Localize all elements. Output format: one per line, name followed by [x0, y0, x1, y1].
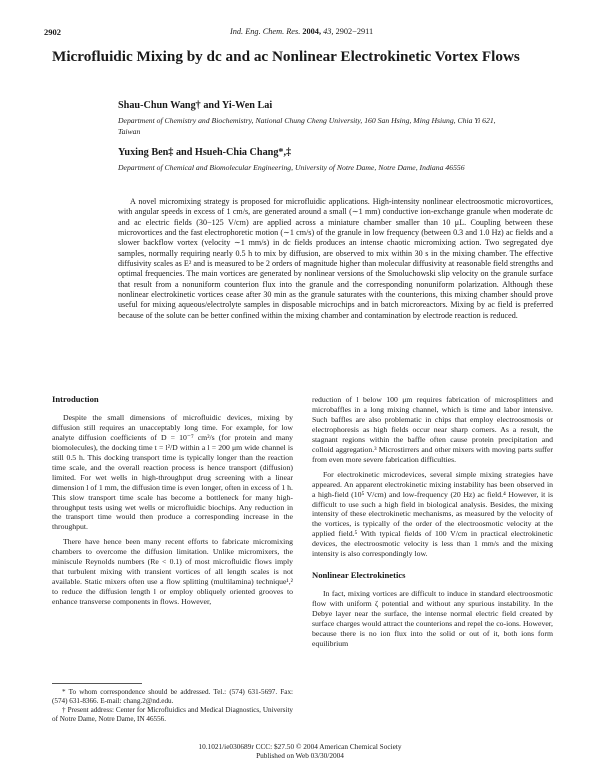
footnotes [52, 688, 293, 724]
section-heading-introduction: Introduction [52, 394, 99, 404]
intro-paragraph-3: reduction of l below 100 μm requires fabrication of microsplitters and microbaffles in a long mixing channel, which is time and labor intensive. Such baffles are also problematic in chips that employ electroosmosis or electrophoresis as high fields occur near sharp corners. As a result, the stagnant regions within the baffle often cause protein precipitation and colloid aggregation.³ Microstirrers and other mixers with moving parts suffer from even more severe fabrication difficulties. [312, 395, 553, 464]
authors-group-2: Yuxing Ben‡ and Hsueh-Chia Chang*,‡ [118, 147, 292, 158]
affiliation-1: Department of Chemistry and Biochemistry, National Chung Cheng University, 160 San Hsing, Ming Hsiung, Chia Yi 621, Taiwan [118, 116, 496, 136]
authors-group-1: Shau-Chun Wang† and Yi-Wen Lai [118, 100, 273, 111]
published-date-line: Published on Web 03/30/2004 [256, 751, 344, 760]
running-head [230, 27, 373, 36]
page-number: 2902 [44, 27, 61, 37]
intro-paragraph-2: There have hence been many recent efforts to fabricate micromixing chambers to overcome the diffusion limitation. Unlike micromixers, the miniscule Reynolds numbers (Re < 0.1) of most microfluidic flows imply that turbulent mixing with transient vortices of all length scales is not available. Static mixers often use a flow splitting (multilamina) technique¹,² to reduce the diffusion length l or employ obliquely oriented grooves to enhance transverse components in flows. However, [52, 537, 293, 607]
journal-volume: 43, [323, 27, 334, 36]
journal-pages: 2902−2911 [335, 27, 374, 36]
journal-name: Ind. Eng. Chem. Res. [230, 27, 301, 36]
doi-copyright-line: 10.1021/ie030689r CCC: $27.50 © 2004 American Chemical Society [198, 742, 402, 751]
footnote-present-address: † Present address: Center for Microfluidics and Medical Diagnostics, University of Notre Dame, Notre Dame, IN 46556. [52, 706, 293, 723]
affiliation-2: Department of Chemical and Biomolecular Engineering, University of Notre Dame, Notre Dame, Indiana 46556 [118, 163, 465, 172]
right-column [312, 395, 553, 654]
left-column [52, 395, 293, 612]
footnote-rule [52, 683, 142, 684]
article-title: Microfluidic Mixing by dc and ac Nonlinear Electrokinetic Vortex Flows [52, 48, 520, 65]
footnote-corresponding-author: * To whom correspondence should be addressed. Tel.: (574) 631-5697. Fax: (574) 631-8366. E-mail: chang.2@nd.edu. [52, 688, 293, 705]
abstract: A novel micromixing strategy is proposed for microfluidic applications. High-intensity nonlinear electroosmotic microvortices, with angular speeds in excess of 1 cm/s, are generated around a small (∼1 mm) conductive ion-exchange granule when moderate dc and ac electric fields (30−125 V/cm) are applied across a miniature chamber smaller than 10 μL. Coupling between these microvortices and the fast electrophoretic motion (∼1 cm/s) of the granule in low frequency (between 0.3 and 1.0 Hz) ac fields and a slower backflow vortex (velocity ∼1 mm/s) in dc fields produces an intense chaotic micromixing action. Two segregated dye samples, normally requiring nearly 0.5 h to mix by diffusion, are observed to mix within 30 s in the mixing chamber. The effective diffusivity scales as E² and is measured to be 2 orders of magnitude higher than molecular diffusivity at reasonable field strengths and optimal frequencies. The main vortices are generated by nonlinear versions of the Smoluchowski slip velocity on the granule surface that result from a nonuniform counterion flux into the granule and the corresponding nonuniform polarization. Although these nonlinear electrokinetic vortices cease after 30 min as the granule saturates with the counterions, this mixing chamber should prove useful for mixing aqueous/electrolyte samples in disposable microchips and in batch microreactors. Mixing by ac field is preferred because of the solute can be better confined within the mixing chamber and contamination by electrode reaction is reduced. [118, 197, 553, 320]
intro-paragraph-4: For electrokinetic microdevices, several simple mixing strategies have appeared. An apparent electrokinetic mixing instability has been observed in a high-field (10⁵ V/cm) and low-frequency (20 Hz) ac field.⁴ However, it is difficult to use such a high field in biological analysis. Besides, the mixing intensity of these electrokinetic mechanisms, as measured by the velocity of the vortices, is typically of the order of the electroosmotic velocity at the applied field.⁵ With typical fields of 100 V/cm in practical electrokinetic devices, the electroosmotic velocity is less than 1 mm/s and the mixing intensity is also correspondingly low. [312, 469, 553, 559]
journal-year: 2004, [302, 27, 322, 36]
section-heading-nonlinear-electrokinetics: Nonlinear Electrokinetics [312, 570, 406, 581]
intro-paragraph-1: Despite the small dimensions of microfluidic devices, mixing by diffusion still requires an unacceptably long time. For example, for low analyte diffusion coefficients of D = 10⁻⁷ cm²/s (for protein and many biomolecules), the docking time t = l²/D within a l = 200 μm wide channel is still 0.5 h. This docking transport time is typically longer than the reaction time scale, and the overall reaction process is hence transport (diffusion) limited. For wet wells in high-throughput drug screening with a linear dimension l of 1 mm, the diffusion time is even longer, often in excess of 1 h. This slow transport time scale has become a bottleneck for many high-throughput tests using wet wells or microfluidic biochips. Any reduction in the transport time would then produce a corresponding increase in the throughput. [52, 412, 293, 532]
nle-paragraph-1: In fact, mixing vortices are difficult to induce in standard electroosmotic flow with uniform ζ potential and without any spurious instability. In the Debye layer near the surface, the intense normal electric field created by surface charges would attract the counterions and repel the co-ions. However, because there is no ion flux into the solid or out of it, both ions form equilibrium [312, 589, 553, 648]
